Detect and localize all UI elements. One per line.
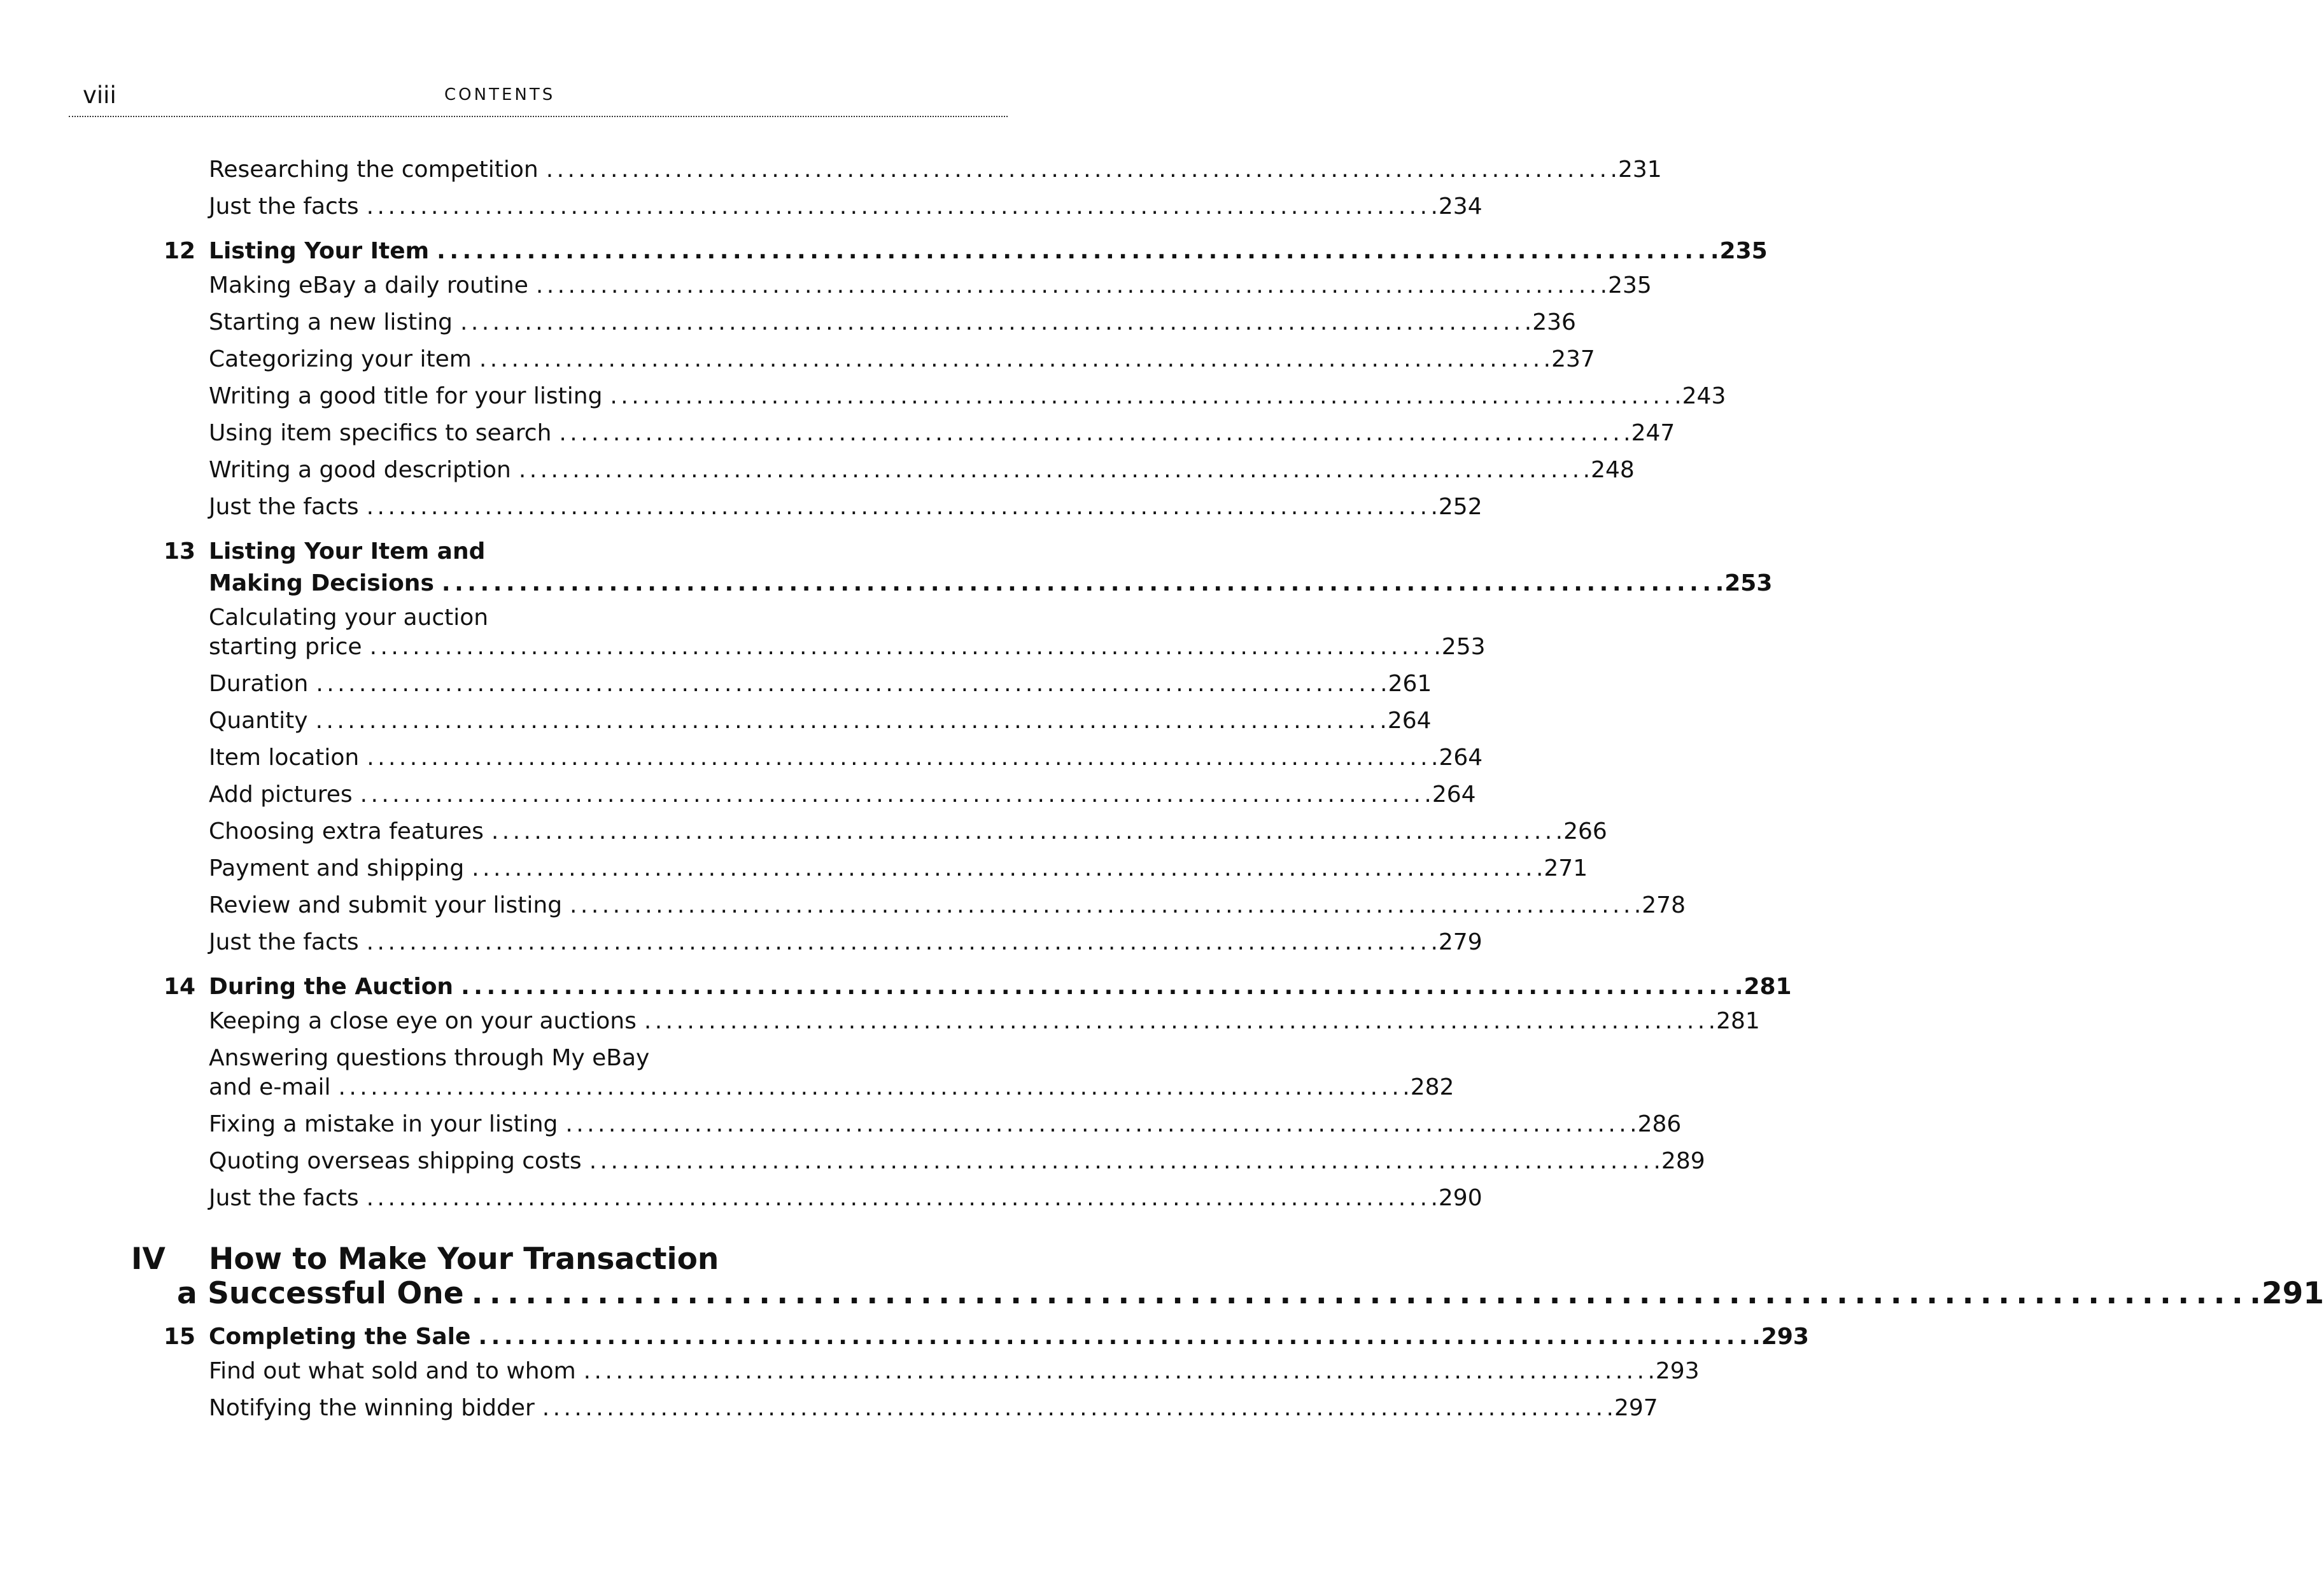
chapter-title-line-1: Listing Your Item and [209, 538, 486, 564]
toc-entry-title: Quantity [209, 708, 308, 734]
toc-entry-page: 281 [1716, 1008, 1760, 1034]
leader-dots [367, 188, 1436, 225]
leader-dots [370, 633, 1439, 662]
leader-dots [491, 813, 1561, 850]
toc-section-entry[interactable] [127, 1353, 1700, 1390]
toc-entry-page: 297 [1614, 1395, 1658, 1421]
leader-dots [367, 739, 1436, 776]
toc-entry-title: Writing a good description [209, 457, 511, 483]
toc-entry-page: 235 [1608, 272, 1652, 298]
toc-entry-title-line-1: Calculating your auction [209, 605, 489, 631]
chapter-number: 13 [164, 538, 196, 564]
toc-section-entry[interactable] [127, 1143, 1705, 1180]
toc-section-entry[interactable] [127, 341, 1595, 378]
toc-entry-page: 271 [1544, 855, 1588, 881]
leader-dots [479, 341, 1549, 378]
leader-dots [559, 415, 1628, 452]
toc-section-entry[interactable] [127, 1040, 1454, 1106]
toc-entry-page: 234 [1438, 193, 1482, 220]
toc-entry-title-line-1: Answering questions through My eBay [209, 1045, 650, 1071]
leader-dots [367, 924, 1436, 961]
toc-entry-title: Item location [209, 745, 360, 771]
toc-section-entry[interactable] [127, 813, 1607, 850]
toc-entry-page: 286 [1637, 1111, 1682, 1137]
toc-entry-title: Notifying the winning bidder [209, 1395, 535, 1421]
leader-dots [460, 304, 1530, 341]
toc-section-entry[interactable] [127, 304, 1576, 341]
leader-dots [589, 1143, 1659, 1180]
chapter-number: 15 [164, 1324, 196, 1350]
toc-entry-page: 236 [1532, 309, 1576, 335]
toc-entry-title: Just the facts [209, 1185, 359, 1211]
leader-dots [610, 378, 1679, 415]
toc-section-entry[interactable] [127, 924, 1482, 961]
toc-entry-title: Payment and shipping [209, 855, 465, 881]
toc-entry-title: Duration [209, 671, 309, 697]
toc-section-entry[interactable] [127, 151, 1662, 188]
page-header [69, 76, 1008, 117]
toc-entry-title: Categorizing your item [209, 346, 472, 372]
toc-chapter-entry[interactable] [127, 536, 1773, 599]
toc-entry-title: Just the facts [209, 494, 359, 520]
leader-dots [338, 1073, 1407, 1102]
toc-entry-title-line-2: starting price [209, 634, 362, 660]
toc-section-entry[interactable] [127, 378, 1726, 415]
part-number: IV [131, 1242, 165, 1277]
leader-dots [442, 568, 1722, 599]
chapter-title: During the Auction [209, 974, 454, 1000]
toc-entry-title: Making eBay a daily routine [209, 272, 528, 298]
leader-dots [316, 703, 1385, 739]
toc-entry-page: 289 [1661, 1148, 1705, 1174]
toc-entry-title: Review and submit your listing [209, 892, 563, 918]
chapter-page: 293 [1761, 1324, 1809, 1350]
leader-dots [584, 1353, 1653, 1390]
toc-section-entry[interactable] [127, 415, 1675, 452]
toc-entry-title-line-2: and e-mail [209, 1074, 331, 1100]
toc-entry-page: 282 [1410, 1074, 1454, 1100]
toc-entry-page: 253 [1441, 634, 1486, 660]
part-title-line-1: How to Make Your Transaction [209, 1242, 719, 1277]
chapter-title-line-2: Making Decisions [209, 570, 434, 596]
toc-entry-title: Using item specifics to search [209, 420, 552, 446]
chapter-page: 281 [1743, 974, 1792, 1000]
toc-section-entry[interactable] [127, 739, 1483, 776]
chapter-number: 12 [164, 238, 196, 264]
chapter-number: 14 [164, 974, 196, 1000]
toc-chapter-entry[interactable] [127, 971, 1792, 1003]
leader-dots [542, 1390, 1612, 1427]
toc-entry-page: 237 [1551, 346, 1595, 372]
toc-section-entry[interactable] [127, 188, 1482, 225]
leader-dots [316, 666, 1385, 703]
toc-entry-title: Quoting overseas shipping costs [209, 1148, 582, 1174]
toc-entry-title: Just the facts [209, 193, 359, 220]
leader-dots [519, 452, 1588, 489]
toc-section-entry[interactable] [127, 1390, 1658, 1427]
toc-section-entry[interactable] [127, 703, 1432, 739]
toc-entry-title: Choosing extra features [209, 818, 484, 845]
toc-entry-page: 264 [1387, 708, 1432, 734]
chapter-title: Listing Your Item [209, 238, 430, 264]
leader-dots [437, 235, 1717, 267]
toc-section-entry[interactable] [127, 850, 1588, 887]
toc-entry-page: 247 [1631, 420, 1675, 446]
page-number: viii [83, 81, 116, 109]
chapter-page: 235 [1719, 238, 1768, 264]
toc-entry-title: Researching the competition [209, 157, 539, 183]
toc-section-entry[interactable] [127, 267, 1652, 304]
toc-entry-page: 293 [1655, 1358, 1700, 1384]
toc-chapter-entry[interactable] [127, 1321, 1809, 1353]
toc-section-entry[interactable] [127, 452, 1635, 489]
toc-entry-title: Add pictures [209, 781, 353, 808]
toc-entry-page: 261 [1388, 671, 1432, 697]
toc-entry-title: Writing a good title for your listing [209, 383, 603, 409]
leader-dots [565, 1106, 1635, 1143]
toc-entry-page: 278 [1642, 892, 1686, 918]
toc-entry-title: Find out what sold and to whom [209, 1358, 576, 1384]
toc-entry-page: 279 [1438, 929, 1482, 955]
leader-dots [367, 1180, 1436, 1217]
leader-dots [472, 850, 1541, 887]
toc-section-entry[interactable] [127, 666, 1432, 703]
toc-entry-page: 243 [1682, 383, 1726, 409]
chapter-title: Completing the Sale [209, 1324, 471, 1350]
toc-section-entry[interactable] [127, 1106, 1682, 1143]
toc-section-entry[interactable] [127, 599, 1486, 666]
leader-dots [367, 489, 1436, 526]
toc-entry-page: 264 [1439, 745, 1483, 771]
toc-entry-title: Keeping a close eye on your auctions [209, 1008, 637, 1034]
toc-entry-page: 264 [1432, 781, 1476, 808]
chapter-page: 253 [1724, 570, 1773, 596]
toc-section-entry[interactable] [127, 1180, 1482, 1217]
toc-section-entry[interactable] [127, 1003, 1760, 1040]
toc-part-entry[interactable] [127, 1242, 2324, 1311]
leader-dots [360, 776, 1430, 813]
table-of-contents [127, 151, 2324, 1427]
leader-dots [472, 1277, 2259, 1311]
toc-entry-title: Starting a new listing [209, 309, 453, 335]
part-title-line-2: a Successful One [177, 1276, 464, 1311]
running-head: CONTENTS [444, 85, 556, 104]
toc-section-entry[interactable] [127, 776, 1476, 813]
toc-section-entry[interactable] [127, 887, 1686, 924]
leader-dots [461, 971, 1741, 1003]
part-page: 291 [2261, 1276, 2324, 1311]
leader-dots [536, 267, 1605, 304]
toc-entry-page: 252 [1438, 494, 1482, 520]
leader-dots [644, 1003, 1714, 1040]
toc-section-entry[interactable] [127, 489, 1482, 526]
toc-entry-page: 290 [1438, 1185, 1482, 1211]
toc-entry-page: 231 [1617, 157, 1662, 183]
toc-entry-title: Just the facts [209, 929, 359, 955]
toc-entry-page: 266 [1563, 818, 1607, 845]
toc-entry-title: Fixing a mistake in your listing [209, 1111, 558, 1137]
leader-dots [546, 151, 1616, 188]
leader-dots [570, 887, 1639, 924]
leader-dots [478, 1321, 1758, 1353]
toc-entry-page: 248 [1591, 457, 1635, 483]
toc-chapter-entry[interactable] [127, 235, 1768, 267]
